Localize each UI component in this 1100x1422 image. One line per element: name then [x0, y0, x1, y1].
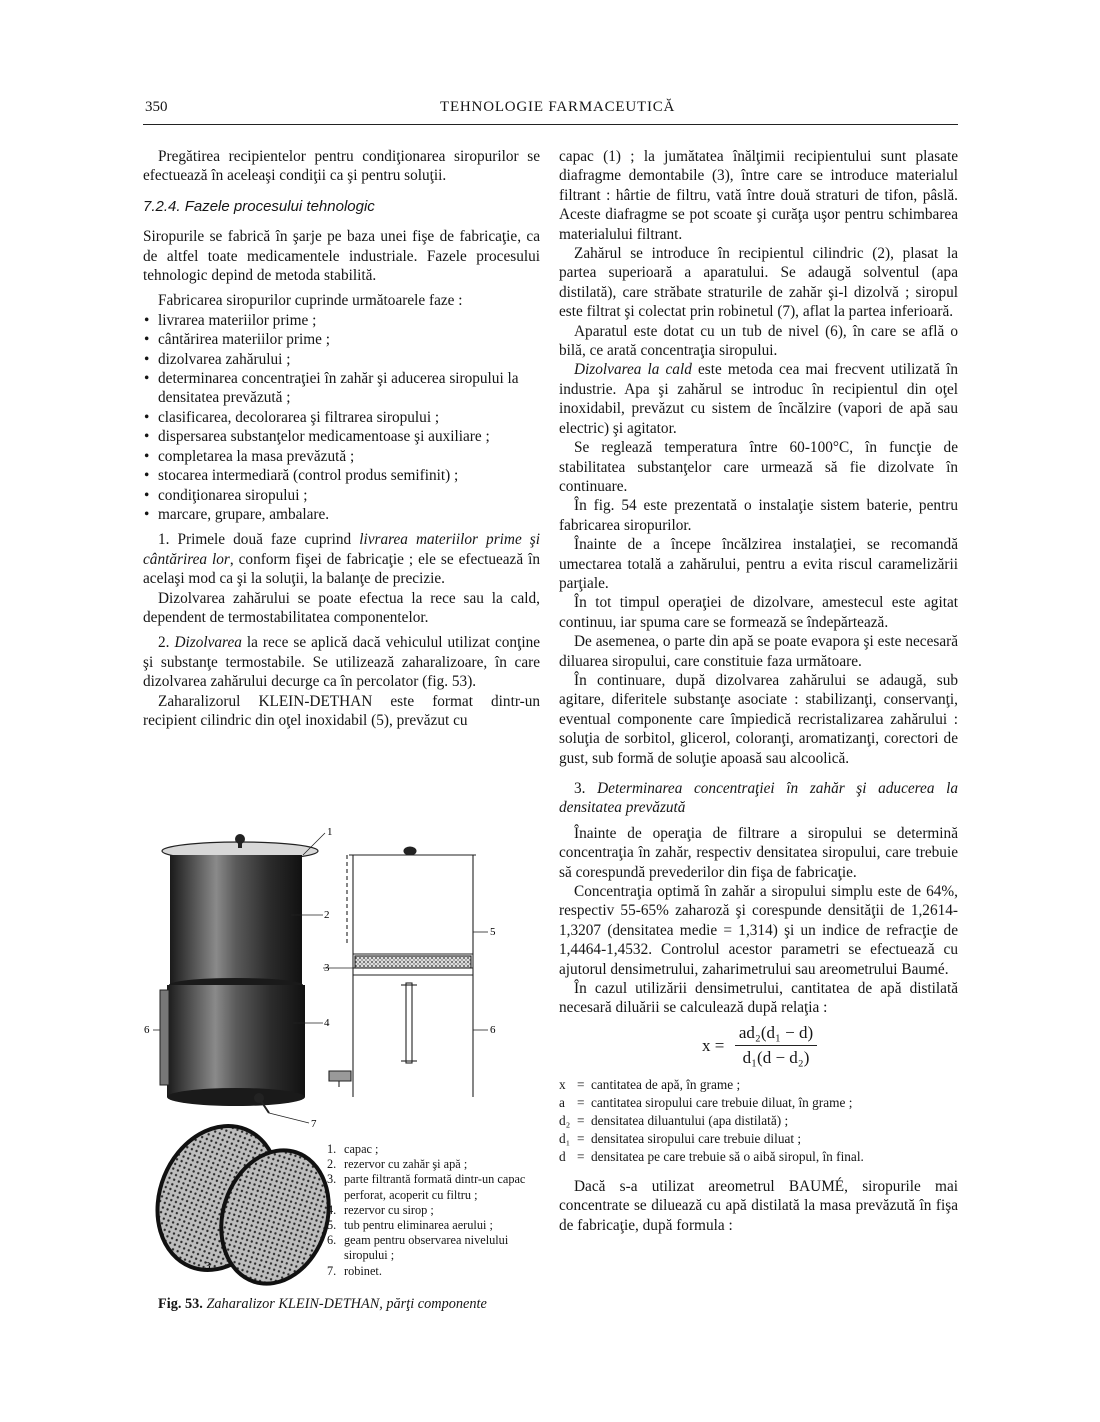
definition-row: a = cantitatea siropului care trebuie diluat, în grame ;	[559, 1094, 853, 1110]
list-item: • condiţionarea siropului ;	[143, 486, 540, 505]
caption-text: Zaharalizor KLEIN-DETHAN, părţi componente	[202, 1296, 487, 1312]
list-item: • stocarea intermediară (control produs semifinit) ;	[143, 466, 540, 485]
figure-legend	[327, 1142, 547, 1279]
callout-6-left: 6	[144, 1024, 150, 1036]
legend-item: 3. parte filtrantă formată dintr-un capac perforat, acoperit cu filtru ;	[327, 1172, 526, 1202]
paragraph: Se reglează temperatura între 60-100°C, în funcţie de stabilitatea substanţelor care urmează să fie dizolvate în continuare.	[559, 439, 958, 495]
paragraph: 2. Dizolvarea la rece se aplică dacă vehiculul utilizat conţine şi substanţe termostabile. Se utilizează zaharalizoare, în care dizolvarea zahărului decurge ca în percolator (fig. 53).	[143, 634, 541, 691]
paragraph: Dizolvarea la cald este metoda cea mai frecvent utilizată în industrie. Apa şi zahărul se introduc în recipientul din oţel inoxidabil, prevăzut cu sistem de încălzire (vapori de apă sau electric) şi agitator.	[559, 361, 958, 437]
legend-item: 5. tub pentru eliminarea aerului ;	[327, 1218, 493, 1233]
phase-list	[143, 311, 540, 524]
callout-5: 5	[490, 926, 496, 938]
left-column	[143, 147, 540, 730]
definition-row: d₁ = densitatea siropului care trebuie diluat ;	[559, 1130, 802, 1146]
list-item: • clasificarea, decolorarea şi filtrarea siropului ;	[143, 408, 540, 427]
symbol-definitions	[559, 1076, 958, 1166]
callout-3-discs: 3	[205, 1260, 211, 1272]
legend-item: 4. rezervor cu sirop ;	[327, 1202, 434, 1217]
paragraph: În fig. 54 este prezentată o instalaţie sistem baterie, pentru fabricarea siropurilor.	[559, 497, 958, 534]
definition-row: x = cantitatea de apă, în grame ;	[559, 1076, 741, 1092]
formula-numerator: ad₂(d₁ − d)	[738, 1022, 814, 1042]
paragraph: capac (1) ; la jumătatea înălţimii recipientului sunt plasate diafragme demontabile (3), între care se introduce materialul filtrant : hârtie de filtru, vată între două straturi de tifon, pâslă. Aceste diafragme se pot scoate şi curăţa uşor pentru schimbarea materialului filtrant.	[559, 148, 958, 243]
formula-lhs: x =	[702, 1035, 725, 1055]
legend-item: 2. rezervor cu zahăr şi apă ;	[327, 1157, 468, 1172]
list-item: • livrarea materiilor prime ;	[143, 311, 540, 330]
paragraph: Concentraţia optimă în zahăr a siropului simplu este de 64%, respectiv 55-65% zaharoză şi corespunde densităţii de 1,2614-1,3207 (densitatea medie = 1,314) şi un indice de refracţie de 1,4464-1,4532. Controlul acestor parametri se efectuează cu ajutorul densimetrului, zaharimetrului sau areometrului Baumé.	[559, 883, 958, 978]
formula-denominator: d₁(d − d₂)	[742, 1047, 810, 1067]
paragraph: Dizolvarea zahărului se poate efectua la rece sau la cald, dependent de termostabilitatea componentelor.	[143, 589, 540, 626]
figure-caption	[158, 1296, 487, 1313]
paragraph: Siropurile se fabrică în şarje pe baza unei fişe de fabricaţie, ca de altfel toate medicamentele industriale. Fazele procesului tehnologic depind de metoda stabilită.	[143, 228, 540, 285]
callout-2: 2	[324, 909, 330, 921]
paragraph: Aparatul este dotat cu un tub de nivel (6), în care se află o bilă, ce arată concentraţia siropului.	[559, 322, 958, 360]
paragraph: În tot timpul operaţiei de dizolvare, amestecul este agitat continuu, iar spuma care se formează se îndepărtează.	[559, 594, 958, 631]
callout-1: 1	[327, 826, 333, 838]
header-rule	[143, 124, 958, 125]
callout-7: 7	[311, 1118, 317, 1130]
paragraph: În continuare, după dizolvarea zahărului se adaugă, sub agitare, diferitele substanţe asociate : stabilizanţi, conservanţi, eventual componente care împiedică recristalizarea zahărului : soluţia de sorbitol, glicerol, coloranţi, aromatizanţi, corectori de gust, sub formă de soluţie apoasă sau alcoolică.	[559, 671, 958, 767]
dilution-formula	[559, 1022, 958, 1074]
paragraph: Zaharalizorul KLEIN-DETHAN este format dintr-un recipient cilindric din oţel inoxidabil (5), prevăzut cu	[143, 692, 540, 729]
paragraph: Dacă s-a utilizat areometrul BAUMÉ, siropurile mai concentrate se diluează cu apă distilată la masa prevăzută în fişa de fabricaţie, după formula :	[559, 1177, 958, 1234]
definition-row: d = densitatea pe care trebuie să o aibă siropul, în final.	[559, 1148, 864, 1164]
list-item: • dizolvarea zahărului ;	[143, 350, 540, 369]
section-title: 7.2.4. Fazele procesului tehnologic	[143, 197, 375, 215]
paragraph: Înainte de a începe încălzirea instalaţiei, se recomandă umectarea totală a zahărului, pentru a evita riscul caramelizării parţiale.	[559, 536, 958, 592]
fraction-bar	[735, 1045, 817, 1046]
paragraph: În cazul utilizării densimetrului, cantitatea de apă distilată necesară diluării se calculează după relaţia :	[559, 980, 958, 1017]
list-item: • determinarea concentraţiei în zahăr şi aducerea siropului la densitatea prevăzută ;	[143, 369, 540, 408]
callout-4: 4	[324, 1017, 330, 1029]
list-item: • completarea la masa prevăzută ;	[143, 447, 540, 466]
apparatus-section	[329, 847, 476, 1097]
definition-row: d₂ = densitatea diluantului (apa distilată) ;	[559, 1112, 789, 1128]
legend-item: 1. capac ;	[327, 1142, 379, 1156]
formula-fraction	[735, 1022, 817, 1069]
list-item: • marcare, grupare, ambalare.	[143, 505, 540, 524]
caption-label: Fig. 53.	[158, 1296, 203, 1312]
paragraph: Pregătirea recipientelor pentru condiţionarea siropurilor se efectuează în aceleaşi condiţii ca şi pentru soluţii.	[143, 148, 540, 185]
paragraph: Zahărul se introduce în recipientul cilindric (2), plasat la partea superioară a aparatului. Se adaugă solventul (apa distilată), care străbate straturile de zahăr şi-l dizolvă ; siropul este filtrat şi colectat prin robinetul (7), aflat la partea inferioară.	[559, 245, 958, 321]
paragraph: De asemenea, o parte din apă se poate evapora şi este necesară diluarea siropului, care constituie faza următoare.	[559, 633, 958, 670]
paragraph: 1. Primele două faze cuprind livrarea materiilor prime şi cântărirea lor, conform fişei de fabricaţie ; ele se efectuează în acelaşi mod ca şi la soluţii, la balanţe de precizie.	[143, 531, 541, 588]
page-number: 350	[145, 99, 168, 115]
list-item: • cântărirea materiilor prime ;	[143, 330, 540, 349]
apparatus-photo	[160, 834, 318, 1113]
legend-item: 6. geam pentru observarea nivelului siropului ;	[327, 1233, 509, 1263]
callout-6-right: 6	[490, 1024, 496, 1036]
paragraph: Fabricarea siropurilor cuprinde următoarele faze :	[158, 292, 463, 310]
subsection-heading: 3. Determinarea concentraţiei în zahăr şi aducerea la densitatea prevăzută	[559, 780, 958, 817]
list-item: • dispersarea substanţelor medicamentoase şi auxiliare ;	[143, 427, 540, 446]
legend-item: 7. robinet.	[327, 1263, 382, 1278]
running-title: TEHNOLOGIE FARMACEUTICĂ	[440, 99, 676, 115]
filter-discs	[143, 1108, 345, 1298]
callout-3: 3	[324, 962, 330, 974]
right-column	[559, 147, 958, 1235]
paragraph: Înainte de operaţia de filtrare a siropului se determină concentraţia în zahăr, respectiv densitatea siropului, care trebuie să corespundă prevederilor din fişa de fabricaţie.	[559, 824, 958, 881]
